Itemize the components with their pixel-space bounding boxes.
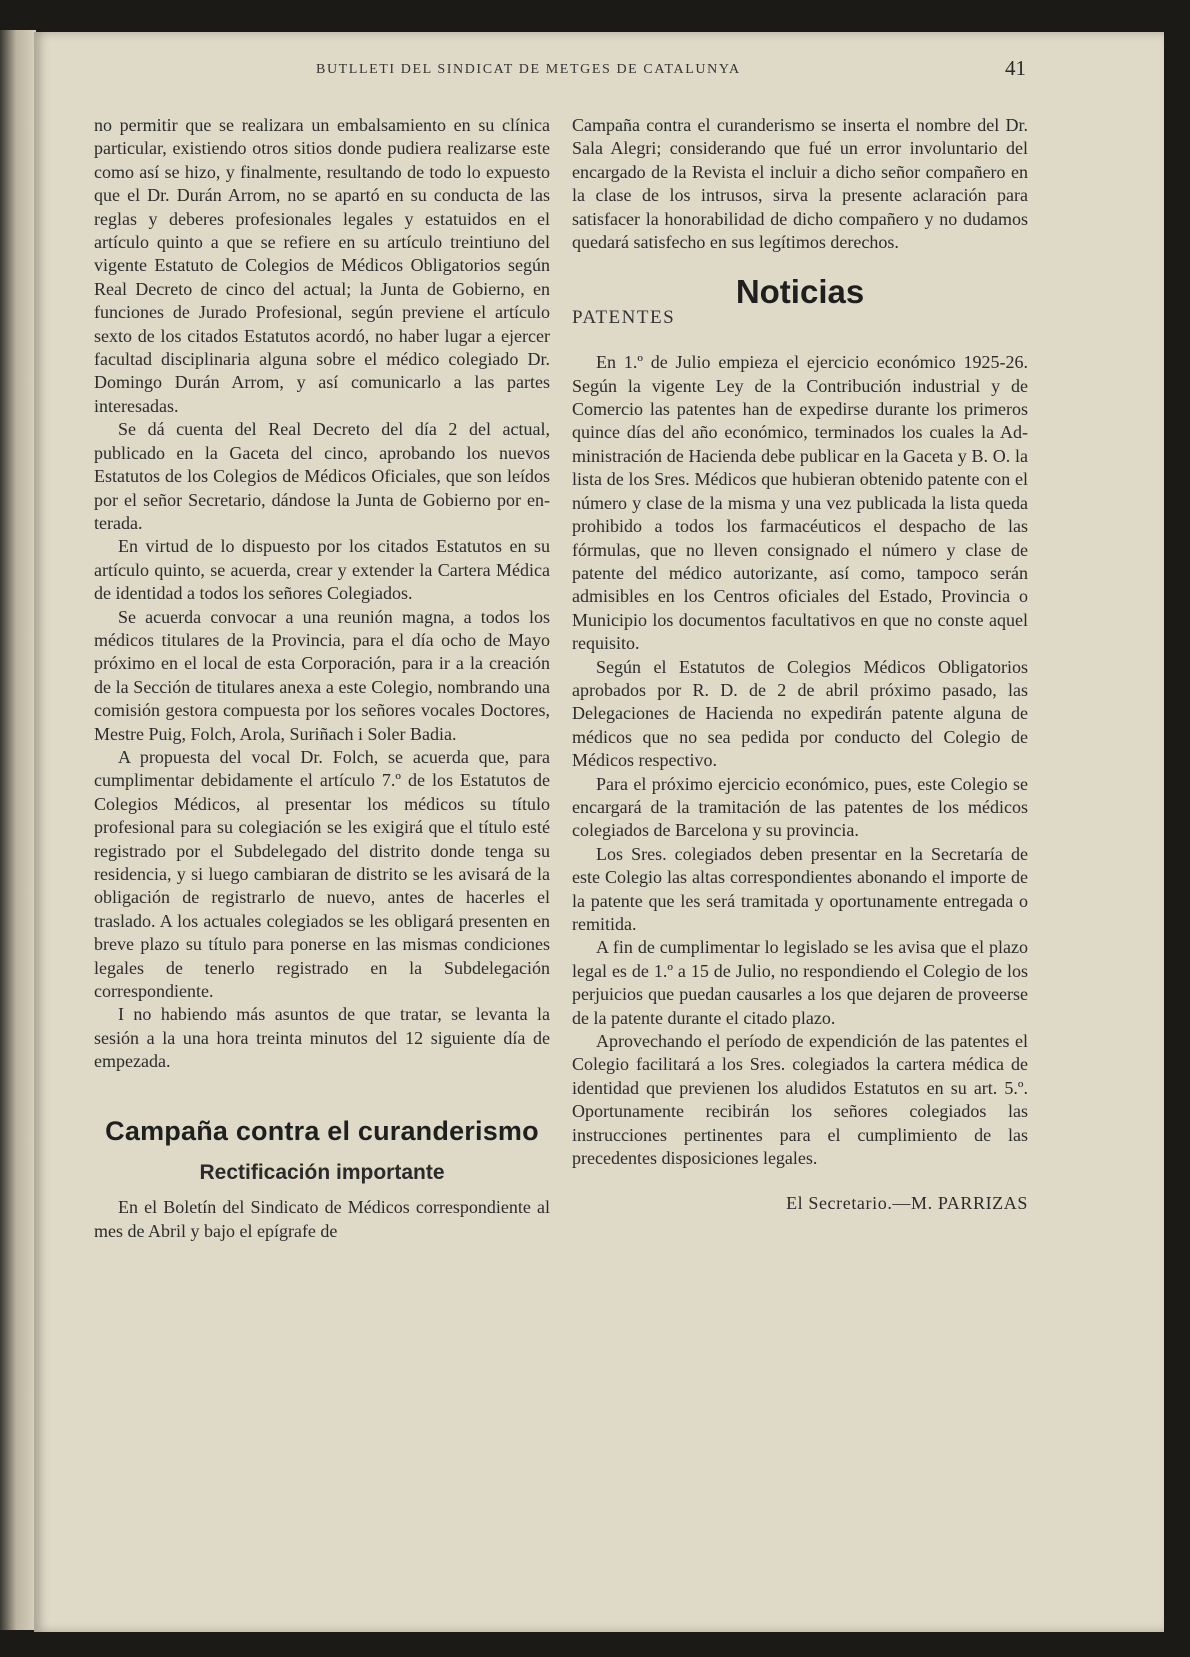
right-column bbox=[572, 114, 1028, 1216]
paragraph: Se acuerda convocar a una reunión magna, a todos los médicos titulares de la Provincia, para el día ocho de Mayo próximo en el local de esta Corporación, para ir a la creación de la Sección de titulares anexa a este Colegio, nombrando una comisión gestora compuesta por los señores vocales Doctores, Mestre Puig, Folch, Arola, Suriñach i Soler Badia. bbox=[94, 606, 550, 744]
paragraph: En 1.º de Julio empieza el ejercicio económico 1925-26. Según la vigente Ley de la Contribución industrial y de Comercio las patentes han de expedirse durante los primeros quince días del año económico, terminados los cuales la Administración de Hacienda debe publicar en la Gaceta y B. O. la lista de los Sres. Médicos que hubieran obtenido patente con el número y clase de la misma y una vez publicada la lista queda prohibido a todos los farmacéuticos el despacho de las fórmulas, que no lleven consignado el número y clase de patente del médico autorizante, así como, tampoco serán admisibles en los Centros oficiales del Estado, Provincia o Municipio los documentos facultativos en que no conste aquel requisito. bbox=[572, 352, 1028, 654]
paragraph: Para el próximo ejercicio económico, pues, este Colegio se encargará de la tramitación de las patentes de los médicos colegiados de Barcelona y su provincia. bbox=[572, 773, 1028, 841]
paragraph: Los Sres. colegiados deben presentar en la Secretaría de este Colegio las altas correspondientes abonando el importe de la patente que les será tramitada y oportunamente entregada o remitida. bbox=[572, 843, 1028, 934]
paragraph: Según el Estatutos de Colegios Médicos Obligatorios aprobados por R. D. de 2 de abril próximo pasado, las Delegaciones de Hacienda no expedirán patente alguna de médicos que no sea pedida por conducto del Colegio de Médicos respectivo. bbox=[572, 656, 1028, 771]
paragraph: Aprovechando el período de expendición de las patentes el Colegio facilitará a los Sres. colegiados la cartera médica de identidad que previenen los aludidos Estatutos en su art. 5.º. Oportunamente recibirán los señores colegiados las instrucciones pertinentes para el cumplimiento de las precedentes disposiciones legales. bbox=[572, 1031, 1028, 1169]
section-heading-noticias: Noticias bbox=[735, 273, 865, 311]
binding-edge bbox=[0, 30, 36, 1630]
section-heading-campaign: Campaña contra el curanderismo bbox=[105, 1115, 539, 1146]
subsection-heading-rectification: Rectificación importante bbox=[199, 1161, 445, 1185]
page-number: 41 bbox=[1005, 56, 1026, 80]
paragraph: Campaña contra el curanderismo se inserta el nombre del Dr. Sala Alegri; considerando que fué un error involuntario del encargado de la Revista el incluir a dicho señor compañero en la clase de los intrusos, sirva la presente aclaración para satisfacer la honorabilidad de dicho compañero y no dudamos quedará satisfecho en sus legítimos derechos. bbox=[572, 115, 1028, 253]
left-column bbox=[94, 114, 550, 1243]
paragraph: En el Boletín del Sindicato de Médicos correspondiente al mes de Abril y bajo el epígrafe de bbox=[94, 1197, 550, 1241]
paragraph: I no habiendo más asuntos de que tratar, se levanta la sesión a la una hora treinta minutos del 12 siguiente día de empezada. bbox=[94, 1004, 550, 1072]
paragraph: En virtud de lo dispuesto por los citados Estatutos en su artículo quinto, se acuerda, crear y extender la Cartera Médica de identidad a todos los señores Colegiados. bbox=[94, 536, 550, 604]
paragraph: A propuesta del vocal Dr. Folch, se acuerda que, para cumplimentar debidamente el artículo 7.º de los Estatutos de Colegios Médicos, al presentar los médicos su título profesional para su colegiación se les exigirá que el título esté registrado por el Subdelegado del distrito donde tenga su residencia, y si luego cambiaran de distrito se les avisará de la obligación de registrarlo de nuevo, antes de hacerles el traslado. A los actuales colegiados se les obligará presenten en breve plazo su título para ponerse en las mismas condiciones legales de tenerlo registrado en la Subdelegación correspondiente. bbox=[94, 746, 550, 1002]
running-title: BUTLLETI DEL SINDICAT DE METGES DE CATALUNYA bbox=[316, 62, 741, 77]
subsection-label-patentes: PATENTES bbox=[572, 306, 676, 328]
signature: El Secretario.—M. PARRIZAS bbox=[786, 1193, 1028, 1214]
paragraph: no permitir que se realizara un embalsamiento en su clínica particular, existiendo otros sitios donde pudiera realizarse este como así se hizo, y finalmente, resultando de todo lo expuesto que el Dr. Durán Arrom, no se apartó en su conducta de las reglas y deberes profesionales legales y estatuidos en el artículo quinto a que se refiere en su artículo treintiuno del vigente Estatuto de Colegios de Médicos Obligatorios según Real Decreto de cinco del actual; la Junta de Gobierno, en funciones de Jurado Profesional, según previene el artículo sexto de los citados Estatutos acordó, no haber lugar a ejercer facultad disciplinaria alguna sobre el médico colegiado Dr. Domingo Durán Arrom, y así comunicarlo a las partes interesadas. bbox=[94, 115, 550, 416]
paragraph: Se dá cuenta del Real Decreto del día 2 del actual, publicado en la Gaceta del cinco, aprobando los nuevos Estatutos de los Colegios de Médicos Oficiales, que son leídos por el señor Secretario, dándose la Junta de Gobierno por enterada. bbox=[94, 419, 550, 533]
paragraph: A fin de cumplimentar lo legislado se les avisa que el plazo legal es de 1.º a 15 de Julio, no respondiendo el Colegio de los perjuicios que puedan causarles a los que dejaren de proveerse de la patente durante el citado plazo. bbox=[572, 937, 1028, 1028]
